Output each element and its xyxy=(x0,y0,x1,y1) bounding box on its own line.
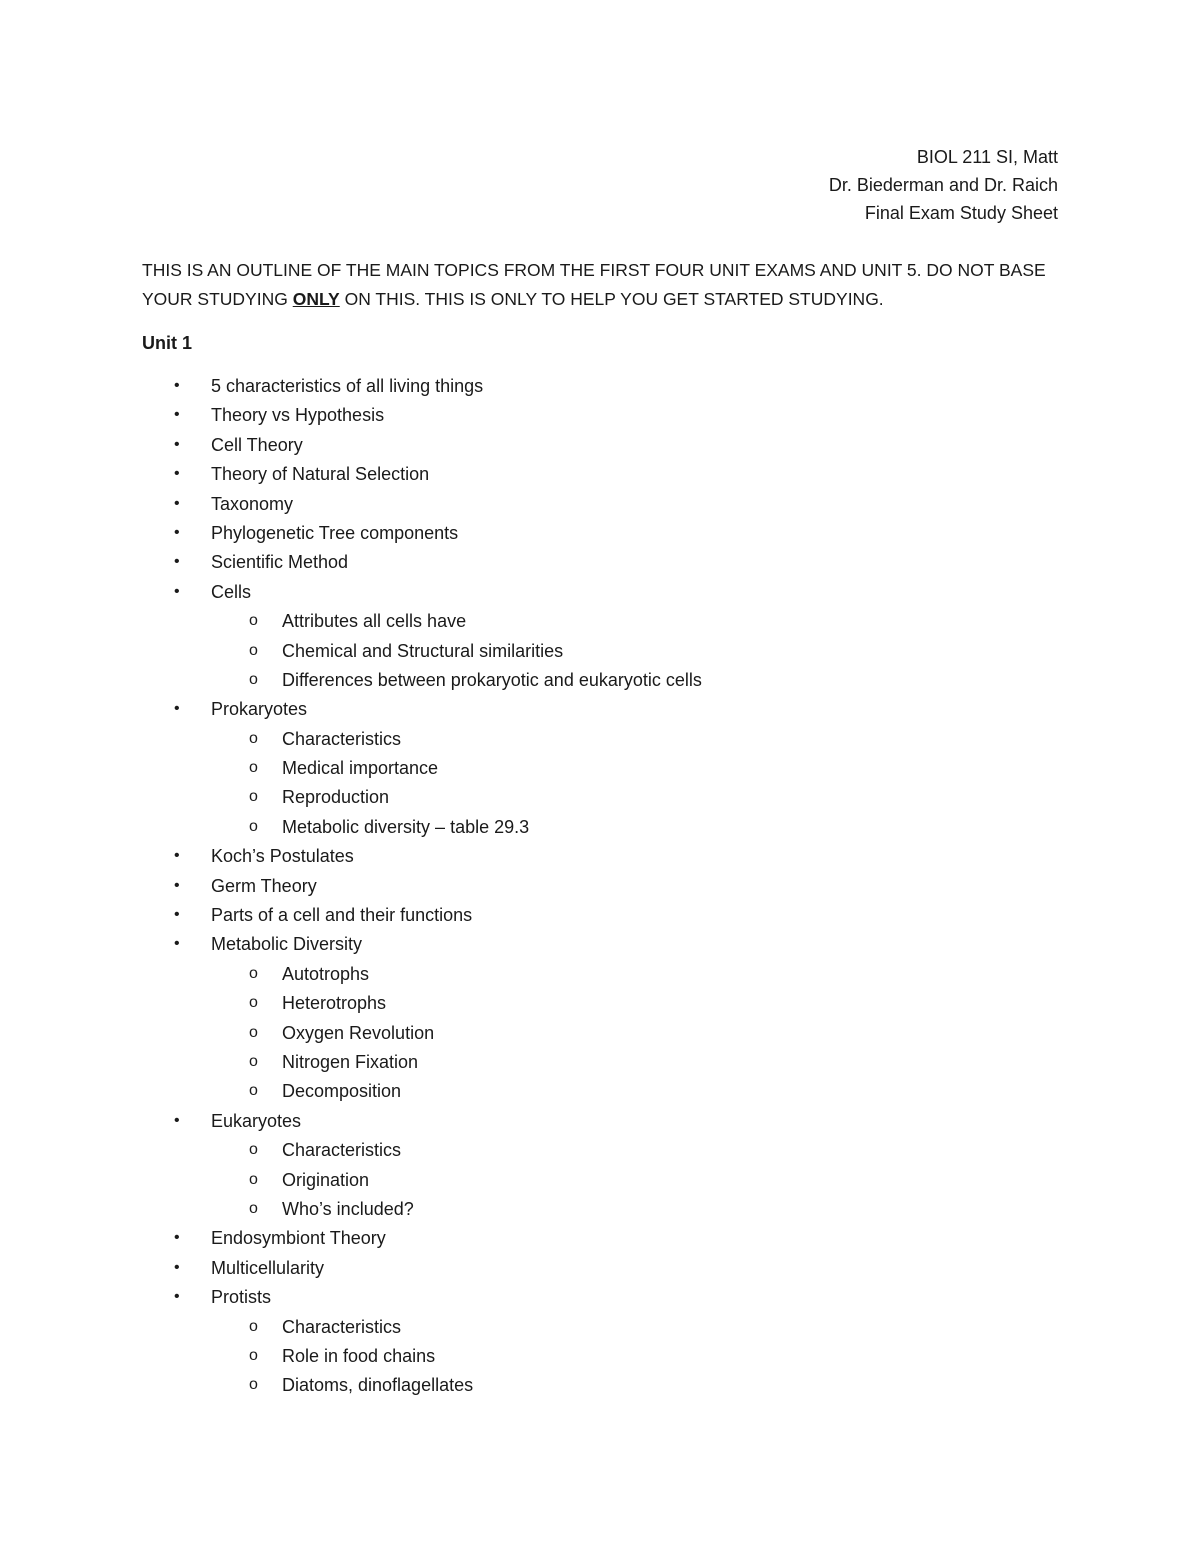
bullet-icon: • xyxy=(174,1258,180,1276)
circle-bullet-icon: o xyxy=(249,1170,258,1188)
list-item xyxy=(0,1283,1200,1312)
list-item xyxy=(0,930,1200,959)
list-item-text: Koch’s Postulates xyxy=(211,846,354,867)
list-item-text: Decomposition xyxy=(282,1081,402,1102)
list-item-text: Differences between prokaryotic and eukaryotic cells xyxy=(282,669,702,690)
sub-list-item xyxy=(0,1371,1200,1400)
bullet-icon: • xyxy=(174,1229,180,1247)
bullet-icon: • xyxy=(174,523,180,541)
list-item-text: Role in food chains xyxy=(282,1345,436,1366)
list-item-text: Characteristics xyxy=(282,1140,402,1161)
circle-bullet-icon: o xyxy=(249,964,258,982)
circle-bullet-icon: o xyxy=(249,1199,258,1217)
list-item-text: Characteristics xyxy=(282,1316,402,1337)
circle-bullet-icon: o xyxy=(249,1346,258,1364)
circle-bullet-icon: o xyxy=(249,1141,258,1159)
list-item-text: Chemical and Structural similarities xyxy=(282,640,564,661)
sub-list-item xyxy=(0,725,1200,754)
bullet-icon: • xyxy=(174,700,180,718)
list-item-text: Who’s included? xyxy=(282,1198,414,1219)
list-item-text: Diatoms, dinoflagellates xyxy=(282,1375,474,1396)
unit-heading: Unit 1 xyxy=(142,333,193,353)
sub-list-item xyxy=(0,1313,1200,1342)
list-item-text: Autotrophs xyxy=(282,963,370,984)
bullet-icon: • xyxy=(174,435,180,453)
course-line: BIOL 211 SI, Matt xyxy=(916,147,1058,167)
sub-list-item xyxy=(0,1048,1200,1077)
sub-list-item xyxy=(0,1166,1200,1195)
list-item xyxy=(0,431,1200,460)
sub-list-item xyxy=(0,783,1200,812)
list-item-text: Taxonomy xyxy=(211,493,294,514)
sub-list-item xyxy=(0,666,1200,695)
bullet-icon: • xyxy=(174,876,180,894)
list-item xyxy=(0,695,1200,724)
sub-list-item xyxy=(0,1342,1200,1371)
sub-list-item xyxy=(0,637,1200,666)
list-item-text: Metabolic diversity – table 29.3 xyxy=(282,816,530,837)
sub-list-item xyxy=(0,1195,1200,1224)
bullet-icon: • xyxy=(174,1288,180,1306)
topic-list xyxy=(0,372,1200,1401)
sub-list-item xyxy=(0,1136,1200,1165)
intro-paragraph xyxy=(142,256,1062,314)
intro-text-part1: THIS IS AN OUTLINE OF THE MAIN TOPICS FROM THE FIRST FOUR UNIT EXAMS AND UNIT 5. DO NOT BASE YOUR STUDYING xyxy=(142,260,1046,309)
bullet-icon: • xyxy=(174,465,180,483)
list-item-text: Metabolic Diversity xyxy=(211,934,363,955)
sub-list-item xyxy=(0,960,1200,989)
circle-bullet-icon: o xyxy=(249,817,258,835)
list-item-text: Theory vs Hypothesis xyxy=(211,405,385,426)
list-item-text: Cells xyxy=(211,581,252,602)
list-item xyxy=(0,1107,1200,1136)
list-item-text: Cell Theory xyxy=(211,434,303,455)
circle-bullet-icon: o xyxy=(249,759,258,777)
sub-list-item xyxy=(0,989,1200,1018)
list-item-text: Reproduction xyxy=(282,787,390,808)
circle-bullet-icon: o xyxy=(249,641,258,659)
bullet-icon: • xyxy=(174,582,180,600)
document-title: Final Exam Study Sheet xyxy=(864,203,1058,223)
list-item-text: Germ Theory xyxy=(211,875,317,896)
intro-emphasis: ONLY xyxy=(292,289,340,309)
list-item-text: Nitrogen Fixation xyxy=(282,1051,419,1072)
circle-bullet-icon: o xyxy=(249,670,258,688)
list-item-text: Scientific Method xyxy=(211,552,349,573)
list-item xyxy=(0,460,1200,489)
list-item xyxy=(0,1254,1200,1283)
list-item xyxy=(0,1224,1200,1253)
circle-bullet-icon: o xyxy=(249,1052,258,1070)
list-item xyxy=(0,548,1200,577)
circle-bullet-icon: o xyxy=(249,1082,258,1100)
circle-bullet-icon: o xyxy=(249,729,258,747)
list-item xyxy=(0,519,1200,548)
circle-bullet-icon: o xyxy=(249,612,258,630)
list-item xyxy=(0,842,1200,871)
list-item xyxy=(0,578,1200,607)
list-item-text: 5 characteristics of all living things xyxy=(211,376,484,396)
list-item xyxy=(0,372,1200,401)
list-item xyxy=(0,490,1200,519)
list-item xyxy=(0,872,1200,901)
list-item-text: Prokaryotes xyxy=(211,699,308,720)
list-item-text: Theory of Natural Selection xyxy=(211,464,430,485)
circle-bullet-icon: o xyxy=(249,1376,258,1394)
list-item-text: Attributes all cells have xyxy=(282,611,467,632)
bullet-icon: • xyxy=(174,377,180,394)
bullet-icon: • xyxy=(174,935,180,953)
sub-list-item xyxy=(0,607,1200,636)
instructors-line: Dr. Biederman and Dr. Raich xyxy=(828,175,1058,195)
intro-text-part2: ON THIS. THIS IS ONLY TO HELP YOU GET STARTED STUDYING. xyxy=(339,289,884,309)
list-item-text: Origination xyxy=(282,1169,370,1190)
sub-list-item xyxy=(0,1077,1200,1106)
list-item-text: Multicellularity xyxy=(211,1257,325,1278)
list-item-text: Eukaryotes xyxy=(211,1110,302,1131)
list-item-text: Protists xyxy=(211,1287,272,1308)
list-item-text: Heterotrophs xyxy=(282,993,387,1014)
bullet-icon: • xyxy=(174,494,180,512)
list-item-text: Phylogenetic Tree components xyxy=(211,522,459,543)
bullet-icon: • xyxy=(174,406,180,424)
list-item xyxy=(0,901,1200,930)
circle-bullet-icon: o xyxy=(249,1317,258,1335)
list-item-text: Characteristics xyxy=(282,728,402,749)
bullet-icon: • xyxy=(174,1111,180,1129)
bullet-icon: • xyxy=(174,553,180,571)
circle-bullet-icon: o xyxy=(249,994,258,1012)
sub-list-item xyxy=(0,813,1200,842)
bullet-icon: • xyxy=(174,906,180,924)
list-item-text: Parts of a cell and their functions xyxy=(211,905,473,926)
list-item-text: Oxygen Revolution xyxy=(282,1022,435,1043)
document-header xyxy=(829,143,1058,227)
bullet-icon: • xyxy=(174,847,180,865)
sub-list-item xyxy=(0,754,1200,783)
list-item xyxy=(0,401,1200,430)
circle-bullet-icon: o xyxy=(249,788,258,806)
list-item-text: Endosymbiont Theory xyxy=(211,1228,386,1249)
circle-bullet-icon: o xyxy=(249,1023,258,1041)
list-item-text: Medical importance xyxy=(282,758,439,779)
sub-list-item xyxy=(0,1019,1200,1048)
